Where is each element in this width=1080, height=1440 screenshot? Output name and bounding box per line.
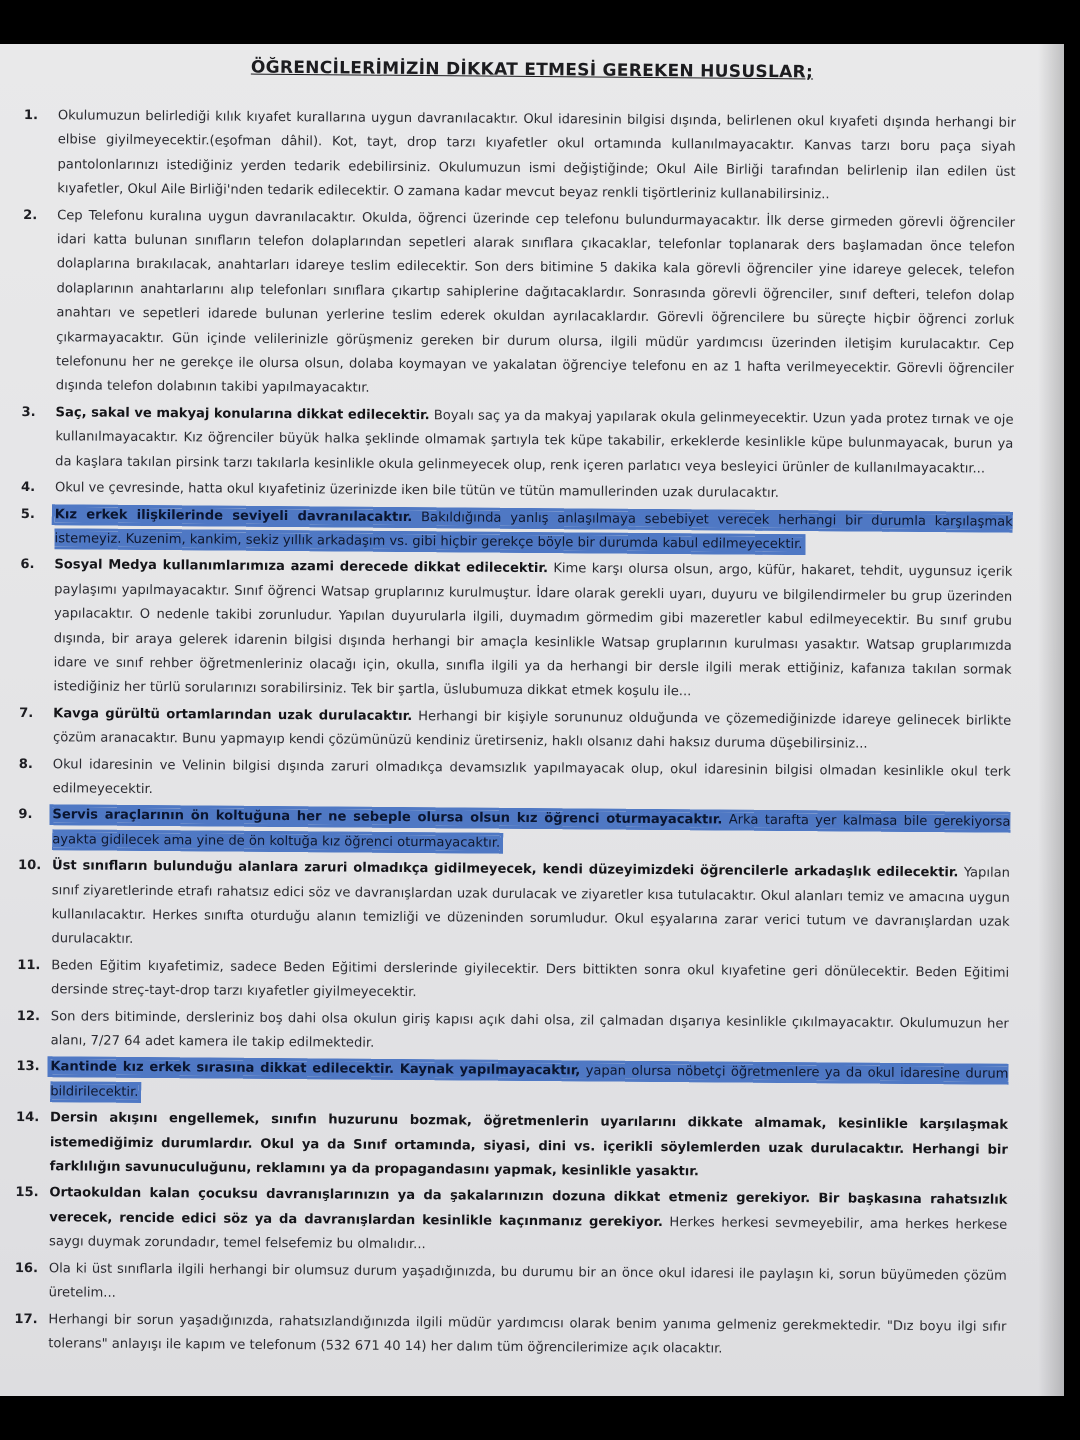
item-body	[55, 507, 1013, 552]
list-item	[21, 401, 1014, 482]
item-text: Okul ve çevresinde, hatta okul kıyafetiniz üzerinizde iken bile tütün ve tütün mamullerinden uzak durulacaktır.	[54, 480, 780, 502]
item-text: Herhangi bir kişiyle sorununuz olduğunda ve çözemediğinizde idareye gelinecek birlikte çözüm aranacaktır. Bunu yapmayıp kendi çözümünüzü kendiniz üretirseniz, haklı olsanız dahi haksız duruma düşebilirsiniz...	[52, 708, 1012, 752]
list-item	[17, 854, 1010, 959]
item-lead: Kavga gürültü ortamlarından uzak durulacaktır.	[53, 705, 413, 724]
highlighted-list-item	[18, 803, 1010, 860]
list-item	[14, 1307, 1006, 1364]
item-lead: Üst sınıfların bulunduğu alanlara zaruri olmadıkça gidilmeyecek, kendi düzeyimizdeki öğrencilerle arkadaşlık edilecektir.	[51, 858, 959, 881]
item-text: Ola ki üst sınıflarla ilgili herhangi bir olumsuz durum yaşadığınızda, bu durumu bir an önce okul idaresi ile paylaşın ki, sorun büyümeden çözüm üretelim...	[48, 1260, 1007, 1301]
item-text: Boyalı saç ya da makyaj yapılarak okula gelinmeyecektir. Uzun yada protez tırnak ve oje kullanılmayacaktır. Kız öğrenciler büyük halka şeklinde olmamak şartıyla tek küpe takabilir, erkeklerde kesinlikle küpe bulunmayacak, burun ya da kaşlara takılan pirsink tarzı takılarla kesinlikle okula gelinmeyecek olup, renk içeren parlatıcı veya besleyici ürünler de kullanılmayacaktır...	[55, 408, 1014, 477]
item-lead: Ortaokuldan kalan çocuksu davranışlarınızın ya da şakalarınızın dozuna dikkat etmeniz gerekiyor. Bir başkasına rahatsızlık verecek, rencide edici söz ya da davranışlardan kesinlikle kaçınmanız gerekiyor.	[49, 1185, 1008, 1230]
page-edge-shadow	[1038, 44, 1064, 1396]
highlighted-list-item	[20, 502, 1012, 559]
item-body	[48, 1312, 1006, 1357]
item-text: Cep Telefonu kuralına uygun davranılacaktır. Okulda, öğrenci üzerinde cep telefonu bulundurmayacaktır. İlk derse girmeden görevli öğrenciler idari katta bulunan sınıfların telefon dolaplarından sepetleri alarak sınıflara çıkacaklar, telefonlar toplanarak ders başlamadan önce telefon dolaplarına bırakılacak, anahtarları idareye teslim edilecektir. Son ders bitimine 5 dakika kala görevli öğrenciler yine idareye gelecek, telefon dolaplarının anahtarlarını alıp telefonları sınıflara çıkartıp sahiplerine dağıtacaklardır. Sonrasında görevli öğrenciler, sınıf defteri, telefon dolap anahtarı ve sepetleri idarede bulunan yerlerine teslim ederek okuldan ayrılacaklardır. Görevli öğrencilere bu süreçte hiçbir öğrenci zorluk çıkarmayacaktır. Gün içinde velilerinizle görüşmeniz gereken bir durum olursa, ilgili müdür yardımcısı üzerinden iletişim kurulacaktır. Cep telefonunu her ne gerekçe ile olursa olsun, dolaba koymayan ve yakalatan öğrenciye telefonu en az 1 hafta verilmeyecektir. Görevli öğrenciler dışında telefon dolabının takibi yapılmayacaktır.	[55, 207, 1016, 397]
item-body	[57, 108, 1016, 202]
item-lead: Kız erkek ilişkilerinde seviyeli davranılacaktır.	[54, 506, 413, 525]
list-item	[19, 553, 1012, 707]
item-body	[51, 958, 1009, 1000]
item-number: 8.	[18, 756, 33, 772]
list-item	[15, 1257, 1007, 1314]
list-item	[17, 1005, 1009, 1062]
item-body	[52, 808, 1010, 851]
item-number: 1.	[23, 107, 39, 124]
list-item	[19, 702, 1011, 759]
item-lead: Kantinde kız erkek sırasına dikkat edilecektir. Kaynak yapılmayacaktır,	[50, 1059, 581, 1079]
item-number: 4.	[20, 480, 36, 496]
item-lead: Saç, sakal ve makyaj konularına dikkat edilecektir.	[55, 405, 430, 424]
item-text: Okulumuzun belirlediği kılık kıyafet kurallarına uygun davranılacaktır. Okul idaresinin bilgisi dışında, belirlenen okul kıyafeti dışında herhangi bir elbise giyilmeyecektir.(eşofman dâhil). Kot, tayt, drop tarzı kıyafetler okul ortamında kullanılmayacaktır. Kanvas tarzı boru paça siyah pantolonlarınızı istediğiniz yerden tedarik edebilirsiniz. Okulumuzun ismi değiştiğinde; Okul Aile Birliği tarafından belirlenip ilan edilen üst kıyafetler, Okul Aile Birliği'nden tedarik edilecektir. O zamana kadar mevcut beyaz renkli tişörtleriniz kullanabilirsiniz..	[57, 108, 1016, 203]
item-text: Son ders bitiminde, dersleriniz boş dahi olsa okulun giriş kapısı açık dahi olsa, zil çalmadan dışarıya kesinlikle çıkılmayacaktır. Okulumuzun her alanı, 7/27 64 adet kamera ile takip edilmektedir.	[50, 1008, 1009, 1051]
list-item	[17, 954, 1009, 1011]
item-lead: Servis araçlarının ön koltuğuna her ne sebeple olursa olsun kız öğrenci oturmayacaktır.	[52, 807, 723, 828]
item-body	[49, 1261, 1007, 1301]
item-text: yapan olursa nöbetçi öğretmenlere ya da okul idaresine durum bildirilecektir.	[50, 1063, 1009, 1100]
document-page	[0, 44, 1064, 1396]
item-number: 3.	[21, 404, 36, 420]
page-title: ÖĞRENCİLERİMİZİN DİKKAT ETMESİ GEREKEN HUSUSLAR;	[250, 57, 814, 83]
item-body	[51, 858, 1010, 947]
item-number: 15.	[15, 1185, 39, 1201]
item-number: 5.	[20, 506, 35, 522]
item-text: Herkes herkesi sevmeyebilir, ama herkes herkese saygı duymak zorundadır, temel felsefemiz bu olmalıdır...	[49, 1214, 1008, 1253]
item-number: 10.	[17, 858, 42, 874]
item-number: 9.	[18, 807, 33, 823]
list-item	[15, 1181, 1008, 1262]
rules-list	[14, 104, 1016, 1366]
item-body	[51, 1009, 1009, 1051]
item-body	[49, 1186, 1007, 1253]
item-text: Arka tarafta yer kalmasa bile gerekiyorsa ayakta gidilecek ama yine de ön koltuğa kız öğrenci oturmayacaktır.	[52, 812, 1011, 851]
item-number: 17.	[14, 1311, 38, 1327]
item-body	[56, 208, 1015, 396]
item-number: 16.	[14, 1260, 39, 1276]
item-number: 7.	[19, 705, 34, 721]
item-text: Herhangi bir sorun yaşadığınızda, rahatsızlandığınızda ilgili müdür yardımcısı olarak benim yanıma gelmeniz gerekmektedir. "Dız boyu ilgi sıfır tolerans" anlayışı ile kapım ve telefonum (532 671 40 14) her dalım tüm öğrencilerimize açık olacaktır.	[48, 1311, 1007, 1357]
item-text: Bakıldığında yanlış anlaşılmaya sebebiyet verecek herhangi bir durumla karşılaşmak istemeyiz. Kuzenim, kankim, sekiz yıllık arkadaşım vs. gibi hiçbir gerekçe böyle bir durumda kabul edilmeyecektir.	[54, 509, 1013, 553]
item-text: Beden Eğitim kıyafetimiz, sadece Beden Eğitimi derslerinde giyilecektir. Ders bittikten sonra okul kıyafetine geri dönülecektir. Beden Eğitimi dersinde streç-tayt-drop tarzı kıyafetler giyilmeyecektir.	[50, 958, 1010, 1001]
item-lead: Sosyal Medya kullanımlarımıza azami derecede dikkat edilecektir.	[54, 557, 549, 577]
item-number: 6.	[20, 557, 35, 573]
item-body	[50, 1110, 1008, 1179]
item-number: 2.	[23, 207, 38, 223]
item-body	[55, 480, 779, 501]
item-number: 12.	[16, 1008, 41, 1024]
item-text: Kime karşı olursa olsun, argo, küfür, hakaret, tehdit, uygunsuz içerik paylaşımı yapılmayacaktır. Sınıf öğrenci Watsap gruplarınız kurulmuştur. İdare olarak gerekli uyarı, duyuru ve bilgilendirmeler bu grup üzerinden yapılacaktır. O nedenle takibi zorunludur. Yapılan duyurularla ilgili, duymadım görmedim gibi mazeretler kabul edilmeyecektir. Bu sınıf grubu dışında, bir araya gelerek idarenin bilgisi dışında herhangi bir amaçla kesinlikle Watsap gruplarının kurulması yasaktır. Watsap gruplarımızda idare ve sınıf rehber öğretmenleriniz olacağı için, okulla, sınıfla ilgili ya da herhangi bir dersle ilgili merak ettiğiniz, kafanıza takılan sormak istediğiniz her türlü sorularınızı sorabilirsiniz. Tek bir şartla, üslubumuza dikkat etmek koşulu ile...	[53, 561, 1013, 700]
item-lead: Dersin akışını engellemek, sınıfın huzurunu bozmak, öğretmenlerin uyarılarını dikkate almamak, kesinlikle karşılaşmak istemediğimiz durumlardır. Okul ya da Sınıf ortamında, siyasi, dini vs. içerikli söylemlerden uzak durulacaktır. Herhangi bir farklılığın savunuculuğunu, reklamını ya da propagandasını yapmak, kesinlikle yasaktır.	[49, 1110, 1009, 1180]
item-body	[55, 405, 1013, 476]
highlighted-list-item	[16, 1055, 1008, 1112]
list-item	[22, 204, 1016, 407]
item-text: Yapılan sınıf ziyaretlerinde etrafı rahatsız edici söz ve davranışlardan uzak durulacak ve ziyaretler kısa tutulacaktır. Okul alanları temiz ve amacına uygun kullanılacaktır. Herkes sınıfta oturduğu alanın temizliği ve düzeninden sorumludur. Okul eşyalarına zarar verici tutum ve davranışlardan uzak durulacaktır.	[51, 865, 1011, 948]
item-body	[53, 757, 1011, 797]
item-body	[53, 706, 1011, 752]
item-number: 13.	[16, 1059, 40, 1075]
item-number: 11.	[17, 957, 41, 973]
item-number: 14.	[15, 1110, 40, 1126]
list-item	[23, 104, 1016, 209]
item-body	[53, 558, 1012, 700]
item-text: Okul idaresinin ve Velinin bilgisi dışında zaruri olmadıkça devamsızlık yapılmayacak olup, okul idaresinin bilgisi olmadan kesinlikle okul terk edilmeyecektir.	[52, 756, 1011, 798]
list-item	[19, 753, 1011, 810]
list-item	[16, 1106, 1009, 1187]
item-body	[50, 1060, 1008, 1100]
